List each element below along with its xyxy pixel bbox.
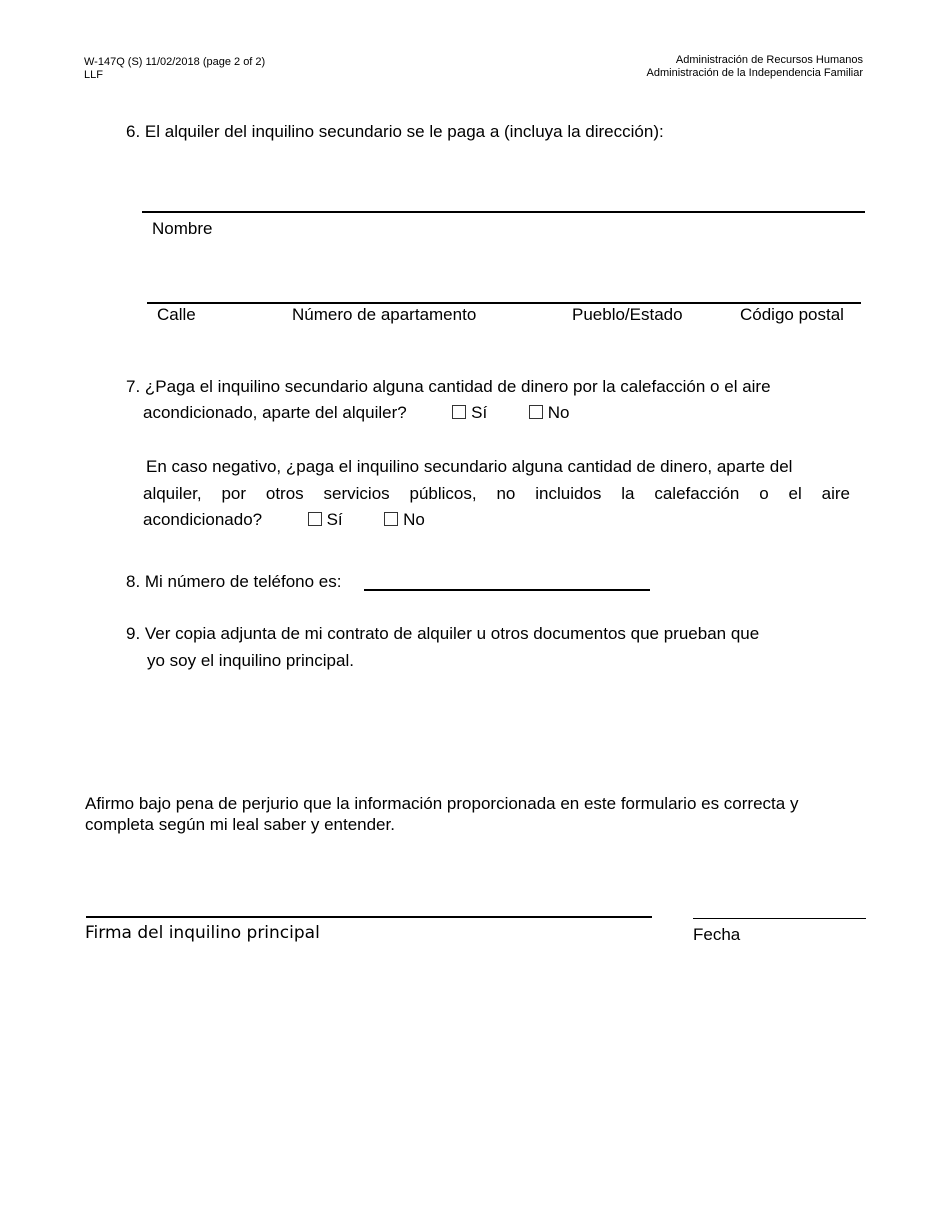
- q7-yes-checkbox[interactable]: [452, 405, 466, 419]
- apartment-label: Número de apartamento: [292, 305, 477, 324]
- question-9-line-2: yo soy el inquilino principal.: [147, 651, 354, 670]
- date-label: Fecha: [693, 925, 741, 944]
- town-state-label: Pueblo/Estado: [572, 305, 683, 324]
- q7-no-checkbox[interactable]: [529, 405, 543, 419]
- question-7-line-1: 7. ¿Paga el inquilino secundario alguna cantidad de dinero por la calefacción o el aire: [126, 377, 771, 396]
- signature-field-line[interactable]: [86, 916, 652, 918]
- q7-no-label: No: [547, 403, 570, 422]
- q7-followup-no-option[interactable]: [384, 510, 425, 529]
- question-9-line-1: 9. Ver copia adjunta de mi contrato de alquiler u otros documentos que prueban que: [126, 624, 760, 643]
- name-label: Nombre: [152, 219, 213, 238]
- phone-number-field-line[interactable]: [364, 589, 650, 591]
- agency-line-1: Administración de Recursos Humanos: [675, 54, 863, 66]
- date-field-line[interactable]: [693, 918, 866, 919]
- q7-followup-line-1: En caso negativo, ¿paga el inquilino secundario alguna cantidad de dinero, aparte del: [146, 457, 793, 476]
- q7-yes-label: Sí: [471, 403, 488, 422]
- q7-followup-line-2: alquiler, por otros servicios públicos, no incluidos la calefacción o el aire: [143, 484, 850, 503]
- name-field-line[interactable]: [142, 211, 865, 213]
- affirmation-line-1: Afirmo bajo pena de perjurio que la información proporcionada en este formulario es correcta y: [85, 794, 799, 813]
- agency-header: [647, 54, 863, 80]
- question-6-text: 6. El alquiler del inquilino secundario se le paga a (incluya la dirección):: [126, 122, 664, 141]
- q7-no-option[interactable]: [529, 403, 570, 422]
- q7-followup-no-label: No: [403, 510, 425, 529]
- question-8-text: 8. Mi número de teléfono es:: [126, 572, 342, 591]
- form-id-header: [84, 56, 265, 82]
- q7-followup-no-checkbox[interactable]: [384, 512, 398, 526]
- q7-followup-line-3-text: acondicionado?: [143, 510, 263, 529]
- form-id: W-147Q (S) 11/02/2018 (page 2 of 2): [84, 56, 266, 68]
- agency-line-2: Administración de la Independencia Familiar: [646, 67, 863, 79]
- q7-followup-yes-checkbox[interactable]: [308, 512, 322, 526]
- form-code: LLF: [84, 69, 103, 81]
- question-7-line-2: [143, 399, 569, 426]
- q7-followup-line-3: [143, 506, 425, 533]
- question-7-line-2-text: acondicionado, aparte del alquiler?: [143, 403, 407, 422]
- q7-followup-yes-label: Sí: [326, 510, 343, 529]
- affirmation-line-2: completa según mi leal saber y entender.: [85, 815, 395, 834]
- q7-yes-option[interactable]: [452, 403, 487, 422]
- q7-followup-yes-option[interactable]: [308, 510, 343, 529]
- street-label: Calle: [157, 305, 196, 324]
- signature-label: Firma del inquilino principal: [85, 923, 320, 943]
- zip-code-label: Código postal: [740, 305, 844, 324]
- affirmation-statement: [85, 793, 798, 835]
